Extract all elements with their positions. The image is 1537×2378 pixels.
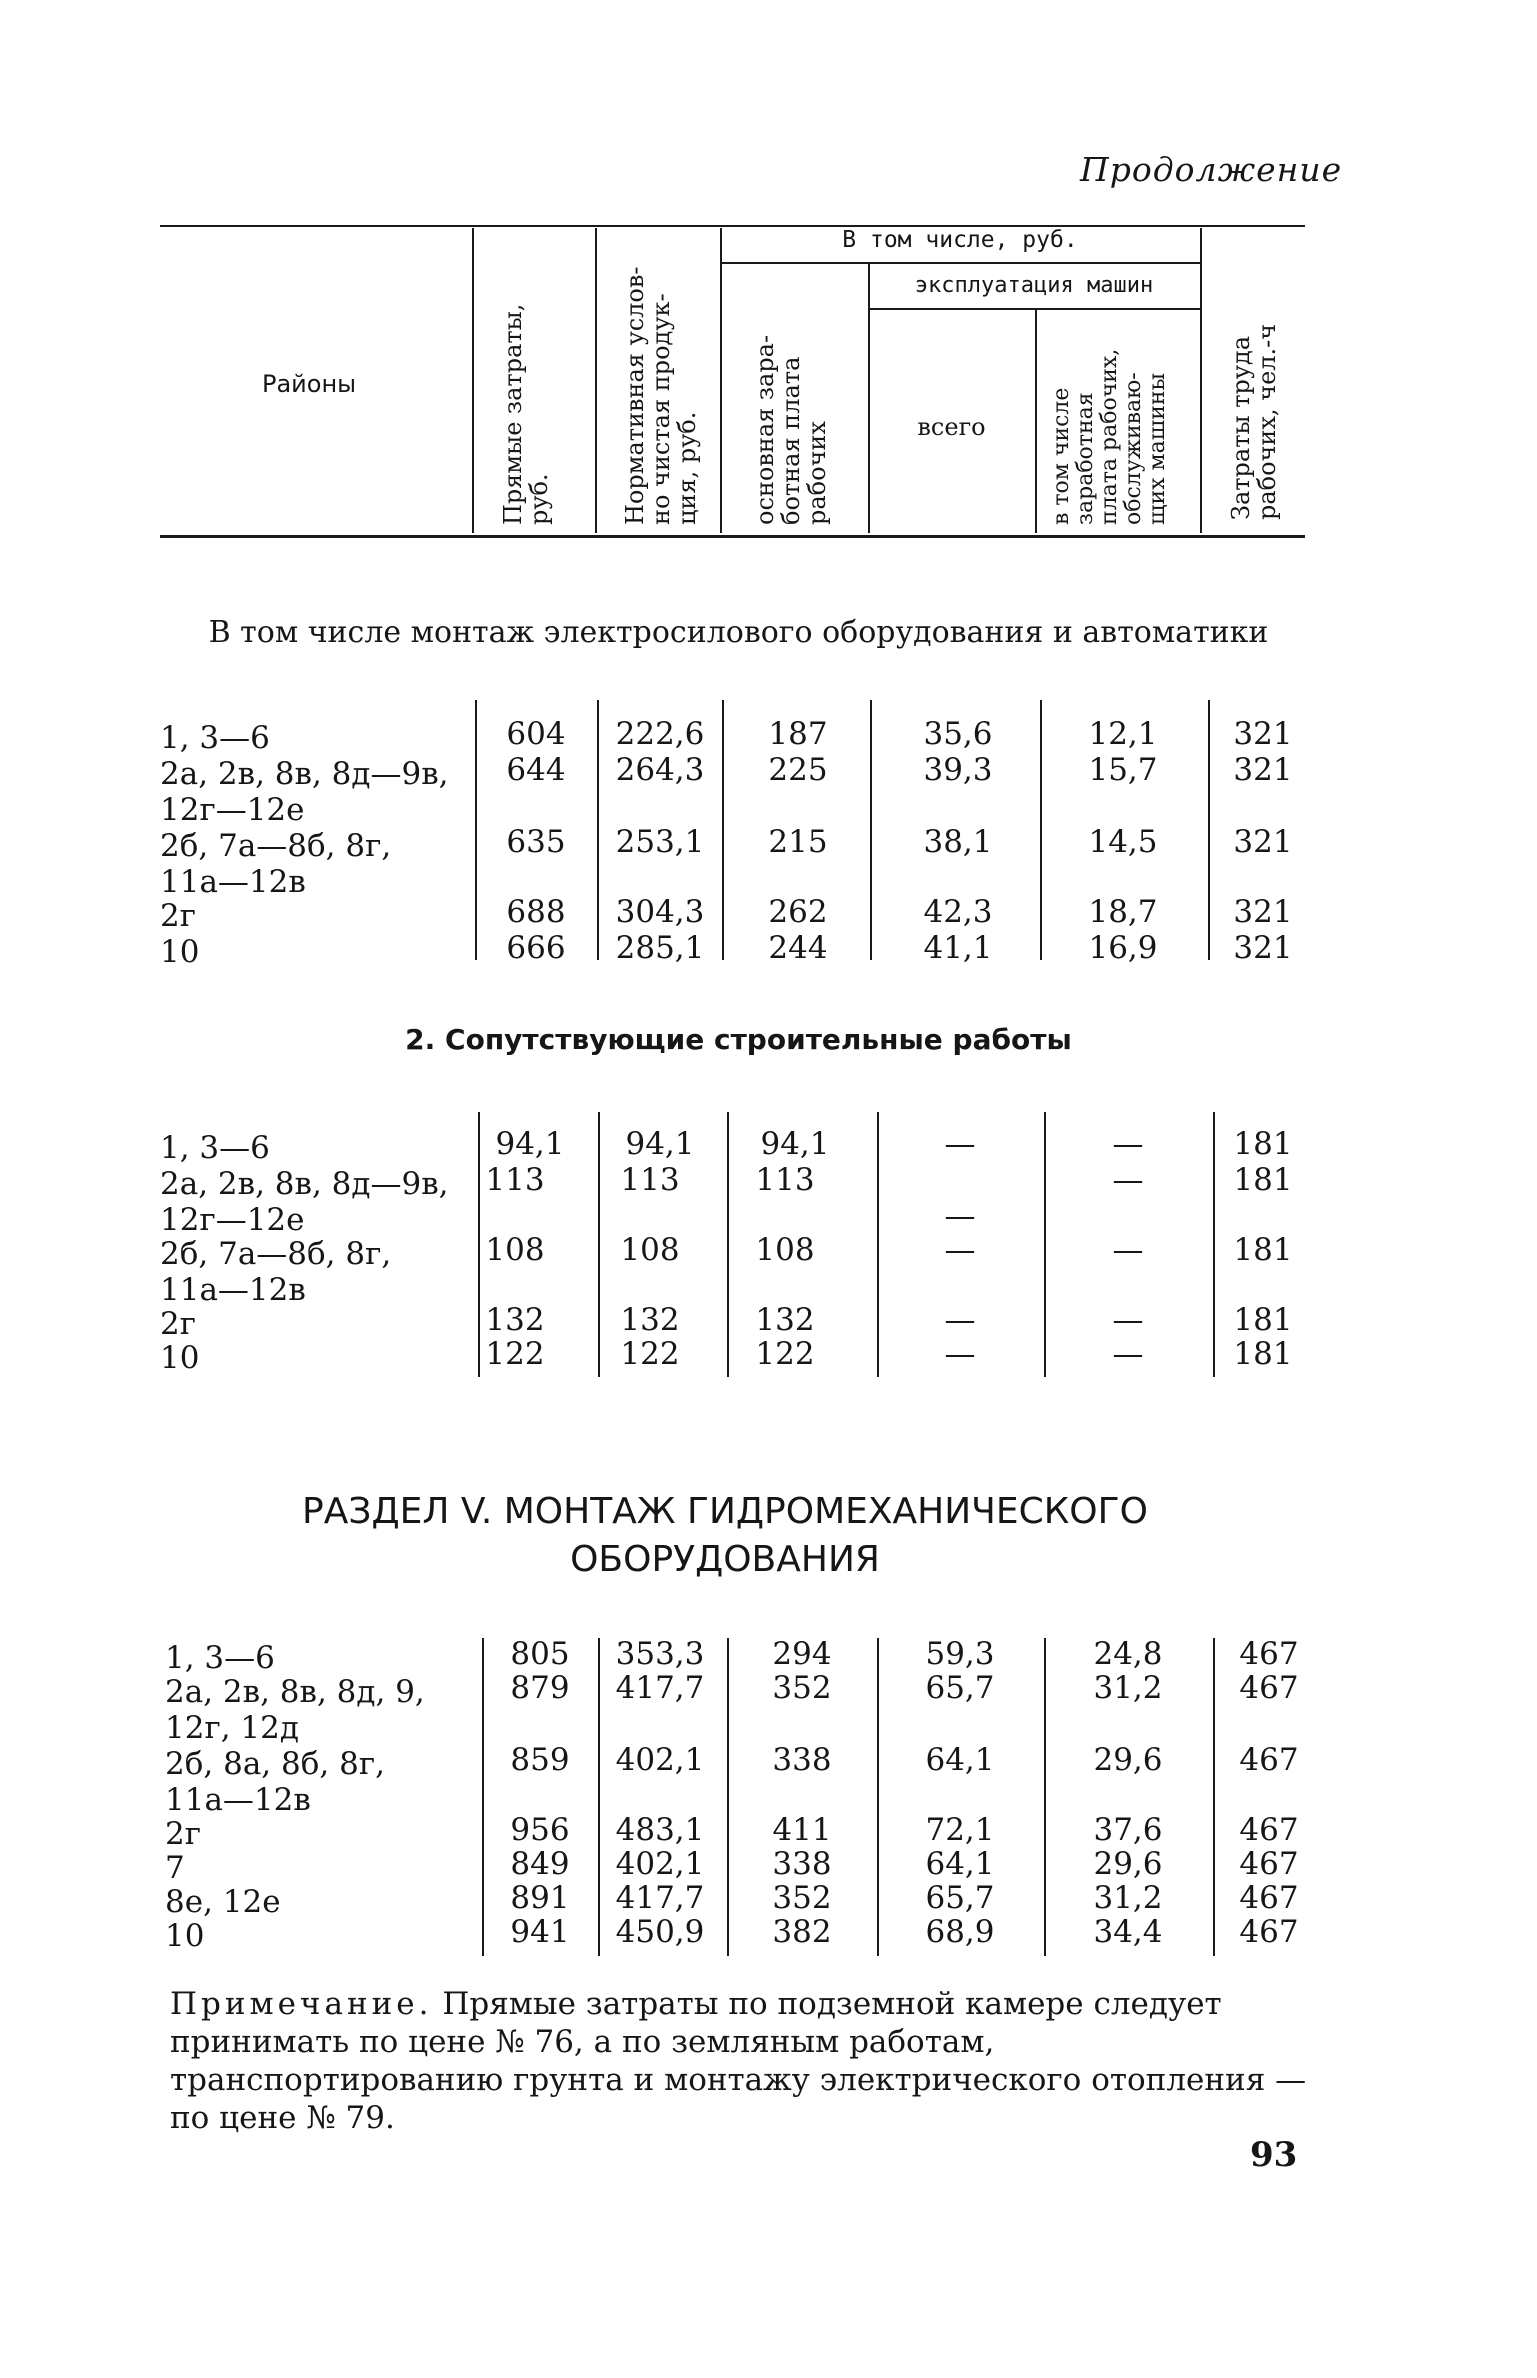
normative-cell: 113 bbox=[620, 1162, 680, 1198]
header-including: В том числе, руб. bbox=[842, 227, 1078, 253]
machine-wage-cell: — bbox=[1112, 1336, 1144, 1372]
base-wage-cell: 411 bbox=[772, 1812, 832, 1848]
region-cell: 2б, 7а—8б, 8г, bbox=[160, 1236, 392, 1272]
section-title: РАЗДЕЛ V. МОНТАЖ ГИДРОМЕХАНИЧЕСКОГО ОБОРУДОВАНИЯ bbox=[302, 1491, 1148, 1580]
header-divider-2 bbox=[595, 228, 597, 533]
direct-cost-cell: 941 bbox=[510, 1914, 570, 1950]
header-bottom-rule bbox=[160, 535, 1305, 538]
footnote-label: Примечание. bbox=[170, 1986, 433, 2022]
region-cell: 10 bbox=[160, 934, 200, 970]
column-rule bbox=[1044, 1638, 1046, 1956]
header-top-rule bbox=[160, 225, 1305, 227]
direct-cost-cell: 891 bbox=[510, 1880, 570, 1916]
base-wage-cell: 132 bbox=[755, 1302, 815, 1338]
region-cell-continued: 12г, 12д bbox=[165, 1710, 299, 1746]
column-rule bbox=[1044, 1112, 1046, 1377]
direct-cost-cell: 805 bbox=[510, 1636, 570, 1672]
labor-cell: 321 bbox=[1233, 824, 1293, 860]
header-regions: Районы bbox=[262, 370, 357, 398]
machine-wage-cell: 34,4 bbox=[1093, 1914, 1163, 1950]
region-cell: 2г bbox=[160, 1306, 196, 1342]
machines-total-cell: 72,1 bbox=[925, 1812, 995, 1848]
normative-cell: 402,1 bbox=[615, 1846, 705, 1882]
base-wage-cell: 225 bbox=[768, 752, 828, 788]
normative-cell: 122 bbox=[620, 1336, 680, 1372]
region-cell: 1, 3—6 bbox=[160, 720, 270, 756]
region-cell: 7 bbox=[165, 1850, 185, 1886]
labor-cell: 321 bbox=[1233, 716, 1293, 752]
normative-cell: 264,3 bbox=[615, 752, 705, 788]
machines-total-cell: 39,3 bbox=[923, 752, 993, 788]
base-wage-cell: 338 bbox=[772, 1742, 832, 1778]
labor-cell: 181 bbox=[1233, 1126, 1293, 1162]
base-wage-cell: 113 bbox=[755, 1162, 815, 1198]
normative-cell: 94,1 bbox=[625, 1126, 695, 1162]
labor-cell: 467 bbox=[1239, 1812, 1299, 1848]
labor-cell: 467 bbox=[1239, 1914, 1299, 1950]
machine-wage-cell: — bbox=[1112, 1162, 1144, 1198]
direct-cost-cell: 132 bbox=[485, 1302, 545, 1338]
normative-cell: 402,1 bbox=[615, 1742, 705, 1778]
labor-cell: 467 bbox=[1239, 1742, 1299, 1778]
machine-wage-cell: — bbox=[1112, 1126, 1144, 1162]
machines-total-cell: 59,3 bbox=[925, 1636, 995, 1672]
section-title: 2. Сопутствующие строительные работы bbox=[405, 1023, 1072, 1056]
machine-wage-cell: 37,6 bbox=[1093, 1812, 1163, 1848]
direct-cost-cell: 859 bbox=[510, 1742, 570, 1778]
machine-wage-cell: 18,7 bbox=[1088, 894, 1158, 930]
region-cell: 2а, 2в, 8в, 8д—9в, bbox=[160, 756, 449, 792]
labor-cell: 181 bbox=[1233, 1162, 1293, 1198]
column-rule bbox=[870, 700, 872, 960]
base-wage-cell: 94,1 bbox=[760, 1126, 830, 1162]
normative-cell: 222,6 bbox=[615, 716, 705, 752]
direct-cost-cell: 635 bbox=[506, 824, 566, 860]
header-divider-4 bbox=[868, 264, 870, 533]
region-cell: 2а, 2в, 8в, 8д, 9, bbox=[165, 1674, 425, 1710]
region-cell: 2г bbox=[165, 1816, 201, 1852]
column-rule bbox=[597, 700, 599, 960]
machine-wage-cell: 16,9 bbox=[1088, 930, 1158, 966]
header-divider-6 bbox=[1200, 228, 1202, 533]
machines-total-cell: 64,1 bbox=[925, 1742, 995, 1778]
machines-total-cell: — bbox=[944, 1232, 976, 1268]
machine-wage-cell: 14,5 bbox=[1088, 824, 1158, 860]
normative-cell: 450,9 bbox=[615, 1914, 705, 1950]
labor-cell: 321 bbox=[1233, 752, 1293, 788]
labor-cell: 467 bbox=[1239, 1880, 1299, 1916]
labor-cell: 467 bbox=[1239, 1636, 1299, 1672]
labor-cell: 467 bbox=[1239, 1846, 1299, 1882]
region-cell: 1, 3—6 bbox=[160, 1130, 270, 1166]
base-wage-cell: 382 bbox=[772, 1914, 832, 1950]
base-wage-cell: 352 bbox=[772, 1880, 832, 1916]
header-machine-operation: эксплуатация машин bbox=[914, 273, 1154, 298]
base-wage-cell: 108 bbox=[755, 1232, 815, 1268]
region-cell: 10 bbox=[165, 1918, 205, 1954]
region-cell: 2б, 7а—8б, 8г, bbox=[160, 828, 392, 864]
machines-total-cell: 65,7 bbox=[925, 1670, 995, 1706]
direct-cost-cell: 688 bbox=[506, 894, 566, 930]
region-cell-continued: 11а—12в bbox=[160, 1272, 306, 1308]
direct-cost-cell: 956 bbox=[510, 1812, 570, 1848]
base-wage-cell: 262 bbox=[768, 894, 828, 930]
base-wage-cell: 294 bbox=[772, 1636, 832, 1672]
region-cell: 10 bbox=[160, 1340, 200, 1376]
direct-cost-cell: 113 bbox=[485, 1162, 545, 1198]
machine-wage-cell: 29,6 bbox=[1093, 1846, 1163, 1882]
header-total: всего bbox=[917, 413, 986, 441]
page-number: 93 bbox=[1250, 2135, 1298, 2175]
machines-total-cell: 38,1 bbox=[923, 824, 993, 860]
header-divider-1 bbox=[472, 228, 474, 533]
direct-cost-cell: 94,1 bbox=[495, 1126, 565, 1162]
header-direct-costs: Прямые затраты, руб. bbox=[499, 303, 553, 525]
base-wage-cell: 187 bbox=[768, 716, 828, 752]
machines-total-cell: 35,6 bbox=[923, 716, 993, 752]
footnote bbox=[170, 1985, 1320, 2137]
header-divider-3 bbox=[720, 228, 722, 533]
normative-cell: 353,3 bbox=[615, 1636, 705, 1672]
normative-cell: 108 bbox=[620, 1232, 680, 1268]
base-wage-cell: 244 bbox=[768, 930, 828, 966]
machine-wage-cell: 24,8 bbox=[1093, 1636, 1163, 1672]
machines-total-cell: — bbox=[944, 1126, 976, 1162]
region-cell: 1, 3—6 bbox=[165, 1640, 275, 1676]
labor-cell: 181 bbox=[1233, 1232, 1293, 1268]
header-normative-product: Нормативная услов- но чистая продук- ция, руб. bbox=[621, 266, 701, 525]
column-rule bbox=[1040, 700, 1042, 960]
footnote-text: Прямые затраты по подземной камере следует принимать по цене № 76, а по земляным работам, транспортированию грунта и монтажу электрического отопления — по цене № 79. bbox=[170, 1986, 1307, 2136]
including-group-rule bbox=[720, 262, 1200, 264]
machines-total-cell: — bbox=[944, 1336, 976, 1372]
normative-cell: 483,1 bbox=[615, 1812, 705, 1848]
normative-cell: 417,7 bbox=[615, 1880, 705, 1916]
normative-cell: 285,1 bbox=[615, 930, 705, 966]
section-title: В том числе монтаж электросилового оборудования и автоматики bbox=[208, 615, 1269, 650]
column-rule bbox=[722, 700, 724, 960]
machines-group-rule bbox=[868, 308, 1200, 310]
base-wage-cell: 122 bbox=[755, 1336, 815, 1372]
machine-wage-cell: 12,1 bbox=[1088, 716, 1158, 752]
column-rule bbox=[727, 1638, 729, 1956]
labor-cell: 467 bbox=[1239, 1670, 1299, 1706]
labor-cell: 181 bbox=[1233, 1336, 1293, 1372]
region-cell-continued: 12г—12е bbox=[160, 792, 305, 828]
header-incl-wage: в том числе заработная плата рабочих, обслуживаю- щих машины bbox=[1049, 348, 1170, 525]
direct-cost-cell: 108 bbox=[485, 1232, 545, 1268]
column-rule bbox=[877, 1638, 879, 1956]
continued-label: Продолжение bbox=[1080, 150, 1343, 189]
direct-cost-cell: 849 bbox=[510, 1846, 570, 1882]
region-cell-continued: 11а—12в bbox=[160, 864, 306, 900]
labor-cell: 321 bbox=[1233, 894, 1293, 930]
machine-wage-cell: 31,2 bbox=[1093, 1670, 1163, 1706]
machines-total-cell: 42,3 bbox=[923, 894, 993, 930]
region-cell: 2б, 8а, 8б, 8г, bbox=[165, 1746, 385, 1782]
direct-cost-cell: 644 bbox=[506, 752, 566, 788]
machine-wage-cell: 29,6 bbox=[1093, 1742, 1163, 1778]
machine-wage-cell: 31,2 bbox=[1093, 1880, 1163, 1916]
machines-total-cell: 64,1 bbox=[925, 1846, 995, 1882]
machines-total-cell: — bbox=[944, 1302, 976, 1338]
normative-cell: 132 bbox=[620, 1302, 680, 1338]
region-cell: 8е, 12е bbox=[165, 1884, 281, 1920]
machines-total-cell: 41,1 bbox=[923, 930, 993, 966]
header-divider-5 bbox=[1035, 310, 1037, 533]
labor-cell: 181 bbox=[1233, 1302, 1293, 1338]
normative-cell: 417,7 bbox=[615, 1670, 705, 1706]
direct-cost-cell: 604 bbox=[506, 716, 566, 752]
base-wage-cell: 338 bbox=[772, 1846, 832, 1882]
machine-wage-cell: — bbox=[1112, 1232, 1144, 1268]
direct-cost-cell: 879 bbox=[510, 1670, 570, 1706]
region-cell-continued: 11а—12в bbox=[165, 1782, 311, 1818]
machines-total-cell: 68,9 bbox=[925, 1914, 995, 1950]
column-rule bbox=[877, 1112, 879, 1377]
direct-cost-cell: 666 bbox=[506, 930, 566, 966]
region-cell: 2г bbox=[160, 898, 196, 934]
region-cell: 2а, 2в, 8в, 8д—9в, bbox=[160, 1166, 449, 1202]
base-wage-cell: 352 bbox=[772, 1670, 832, 1706]
machines-total-cell: 65,7 bbox=[925, 1880, 995, 1916]
region-cell-continued: 12г—12е bbox=[160, 1202, 305, 1238]
machine-wage-cell: 15,7 bbox=[1088, 752, 1158, 788]
machine-wage-cell: — bbox=[1112, 1302, 1144, 1338]
header-base-wage: основная зара- ботная плата рабочих bbox=[751, 334, 831, 525]
labor-cell: 321 bbox=[1233, 930, 1293, 966]
normative-cell: 253,1 bbox=[615, 824, 705, 860]
base-wage-cell: 215 bbox=[768, 824, 828, 860]
normative-cell: 304,3 bbox=[615, 894, 705, 930]
direct-cost-cell: 122 bbox=[485, 1336, 545, 1372]
header-labor-costs: Затраты труда рабочих, чел.-ч bbox=[1227, 323, 1281, 520]
machines-total-cell: — bbox=[944, 1198, 976, 1234]
